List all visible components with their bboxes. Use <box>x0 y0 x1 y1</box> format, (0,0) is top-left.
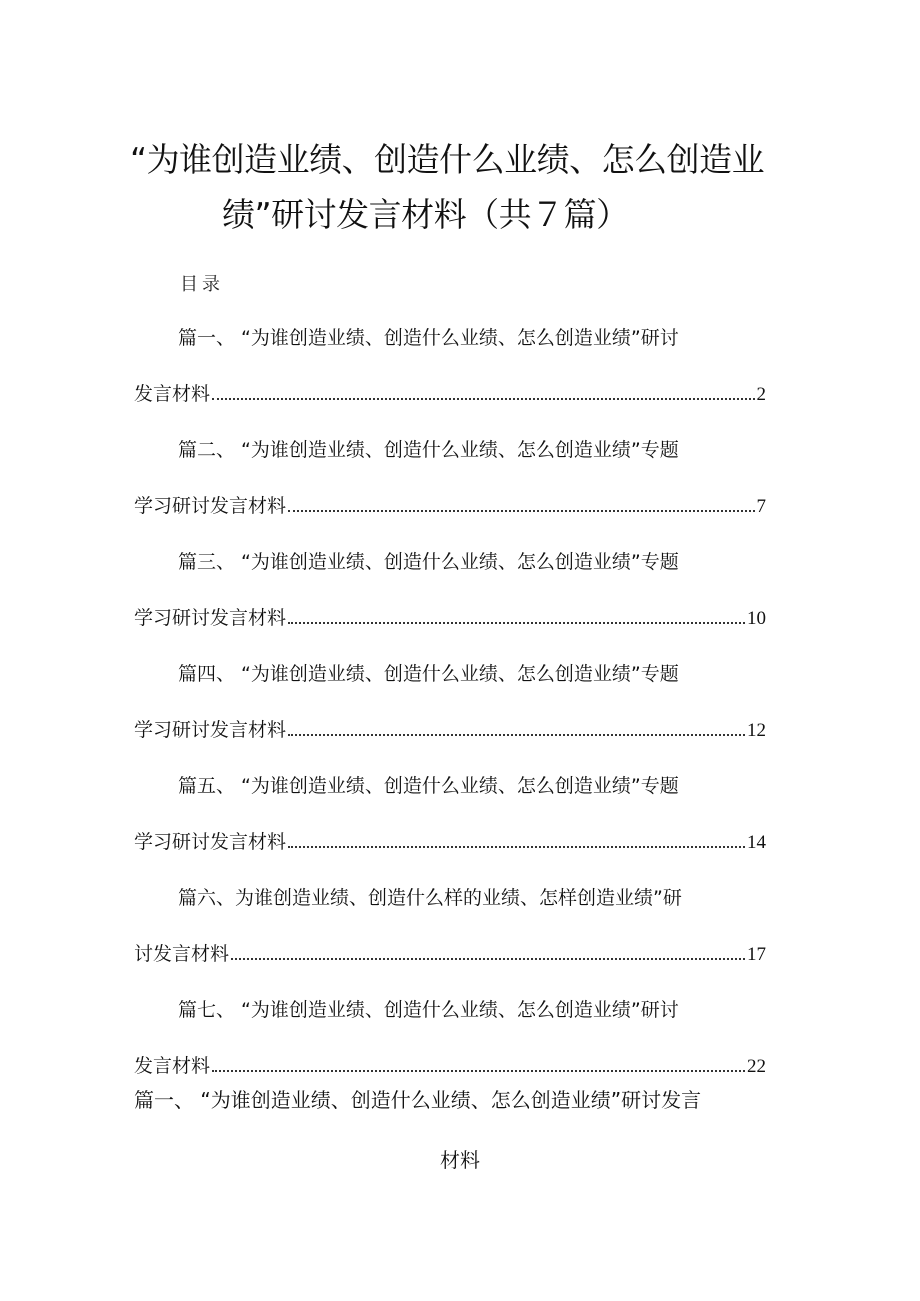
toc-dot-leader <box>212 397 754 400</box>
toc-entry-1[interactable] <box>134 379 766 406</box>
toc-entry-2-title[interactable]: 篇二、 “为谁创造业绩、创造什么业绩、怎么创造业绩”专题 <box>178 439 679 461</box>
toc-page-number: 12 <box>747 720 766 741</box>
toc-entry-label: 学习研讨发言材料 <box>134 607 287 629</box>
toc-entry-4-title[interactable]: 篇四、 “为谁创造业绩、创造什么业绩、怎么创造业绩”专题 <box>178 663 679 685</box>
toc-entry-7-title[interactable]: 篇七、 “为谁创造业绩、创造什么业绩、怎么创造业绩”研讨 <box>178 999 679 1021</box>
toc-entry-6-title[interactable]: 篇六、为谁创造业绩、创造什么样的业绩、怎样创造业绩”研 <box>178 887 682 909</box>
toc-dot-leader <box>288 845 745 848</box>
toc-page-number: 17 <box>747 944 766 965</box>
toc-entry-2[interactable] <box>134 491 766 518</box>
toc-page-number: 10 <box>747 608 766 629</box>
toc-heading: 目录 <box>180 274 224 295</box>
toc-entry-3-title[interactable]: 篇三、 “为谁创造业绩、创造什么业绩、怎么创造业绩”专题 <box>178 551 679 573</box>
toc-entry-label: 发言材料 <box>134 1055 211 1077</box>
toc-dot-leader <box>288 509 754 512</box>
toc-entry-5[interactable] <box>134 827 766 854</box>
document-title <box>130 132 810 242</box>
toc-dot-leader <box>231 957 745 960</box>
toc-entry-7[interactable] <box>134 1051 766 1078</box>
toc-dot-leader <box>288 621 745 624</box>
toc-page-number: 7 <box>756 496 766 517</box>
toc-entry-label: 学习研讨发言材料 <box>134 719 287 741</box>
toc-entry-6[interactable] <box>134 939 766 966</box>
toc-entry-label: 学习研讨发言材料 <box>134 495 287 517</box>
toc-page-number: 22 <box>747 1056 766 1077</box>
section-heading: 篇一、 “为谁创造业绩、创造什么业绩、怎么创造业绩”研讨发言 <box>134 1088 702 1112</box>
toc-dot-leader <box>288 733 745 736</box>
section-heading-continued: 材料 <box>440 1148 480 1172</box>
toc-entry-4[interactable] <box>134 715 766 742</box>
title-line-2: 绩”研讨发言材料（共７篇） <box>222 195 629 234</box>
toc-entry-5-title[interactable]: 篇五、 “为谁创造业绩、创造什么业绩、怎么创造业绩”专题 <box>178 775 679 797</box>
toc-dot-leader <box>212 1069 745 1072</box>
toc-entry-1-title[interactable]: 篇一、 “为谁创造业绩、创造什么业绩、怎么创造业绩”研讨 <box>178 327 679 349</box>
toc-entry-3[interactable] <box>134 603 766 630</box>
toc-page-number: 2 <box>756 384 766 405</box>
title-line-1: “为谁创造业绩、创造什么业绩、怎么创造业 <box>130 140 765 179</box>
toc-entry-label: 学习研讨发言材料 <box>134 831 287 853</box>
toc-entry-label: 发言材料 <box>134 383 211 405</box>
toc-page-number: 14 <box>747 832 766 853</box>
toc-entry-label: 讨发言材料 <box>134 943 230 965</box>
